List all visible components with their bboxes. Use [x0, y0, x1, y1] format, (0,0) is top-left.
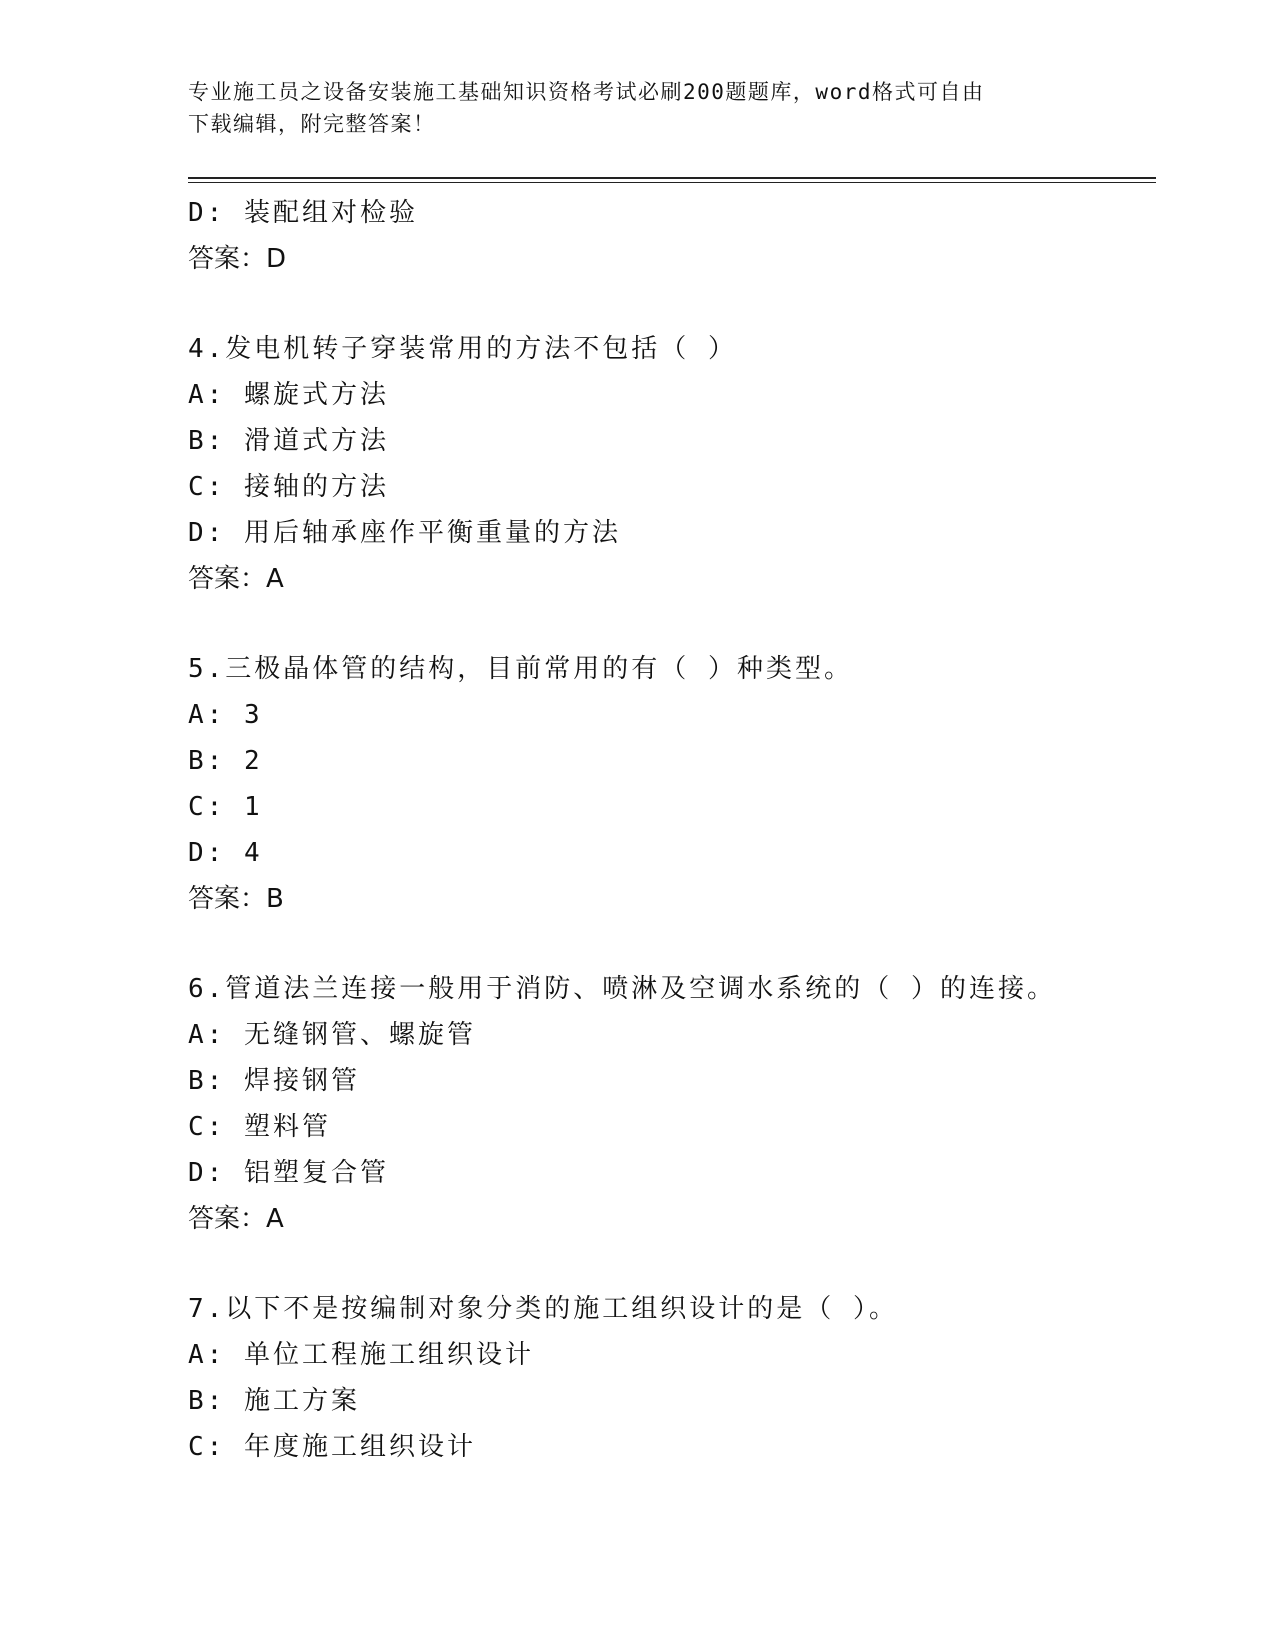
header-line-2: 下载编辑，附完整答案！: [188, 112, 436, 136]
header-line-1: 专业施工员之设备安装施工基础知识资格考试必刷200题题库，word格式可自由: [188, 80, 985, 104]
question-6: [188, 966, 1148, 1242]
option-d: D: 用后轴承座作平衡重量的方法: [188, 518, 621, 548]
option-d: D: 铝塑复合管: [188, 1158, 389, 1188]
question-text: 7.以下不是按编制对象分类的施工组织设计的是（ ）。: [188, 1294, 898, 1324]
option-b: B: 施工方案: [188, 1386, 360, 1416]
option-d: D: 装配组对检验: [188, 198, 418, 228]
option-c: C: 塑料管: [188, 1112, 331, 1142]
question-text: 5.三极晶体管的结构，目前常用的有（ ）种类型。: [188, 654, 853, 684]
answer-line: 答案：A: [188, 564, 284, 594]
option-b: B: 焊接钢管: [188, 1066, 360, 1096]
option-c: C: 1: [188, 792, 263, 822]
previous-question-tail: [188, 190, 1148, 282]
document-header: [188, 76, 1088, 140]
option-b: B: 2: [188, 746, 263, 776]
question-4: [188, 326, 1148, 602]
answer-line: 答案：D: [188, 244, 287, 274]
header-rule-thin: [188, 182, 1156, 183]
option-a: A: 螺旋式方法: [188, 380, 389, 410]
answer-line: 答案：B: [188, 884, 284, 914]
header-rule-thick: [188, 177, 1156, 179]
question-text: 4.发电机转子穿装常用的方法不包括（ ）: [188, 334, 737, 364]
question-text: 6.管道法兰连接一般用于消防、喷淋及空调水系统的（ ）的连接。: [188, 974, 1056, 1004]
option-a: A: 单位工程施工组织设计: [188, 1340, 534, 1370]
question-list: [188, 190, 1148, 1470]
question-7: [188, 1286, 1148, 1470]
option-d: D: 4: [188, 838, 263, 868]
option-b: B: 滑道式方法: [188, 426, 389, 456]
question-5: [188, 646, 1148, 922]
option-c: C: 年度施工组织设计: [188, 1432, 476, 1462]
option-a: A: 3: [188, 700, 263, 730]
option-a: A: 无缝钢管、螺旋管: [188, 1020, 476, 1050]
answer-line: 答案：A: [188, 1204, 284, 1234]
option-c: C: 接轴的方法: [188, 472, 389, 502]
